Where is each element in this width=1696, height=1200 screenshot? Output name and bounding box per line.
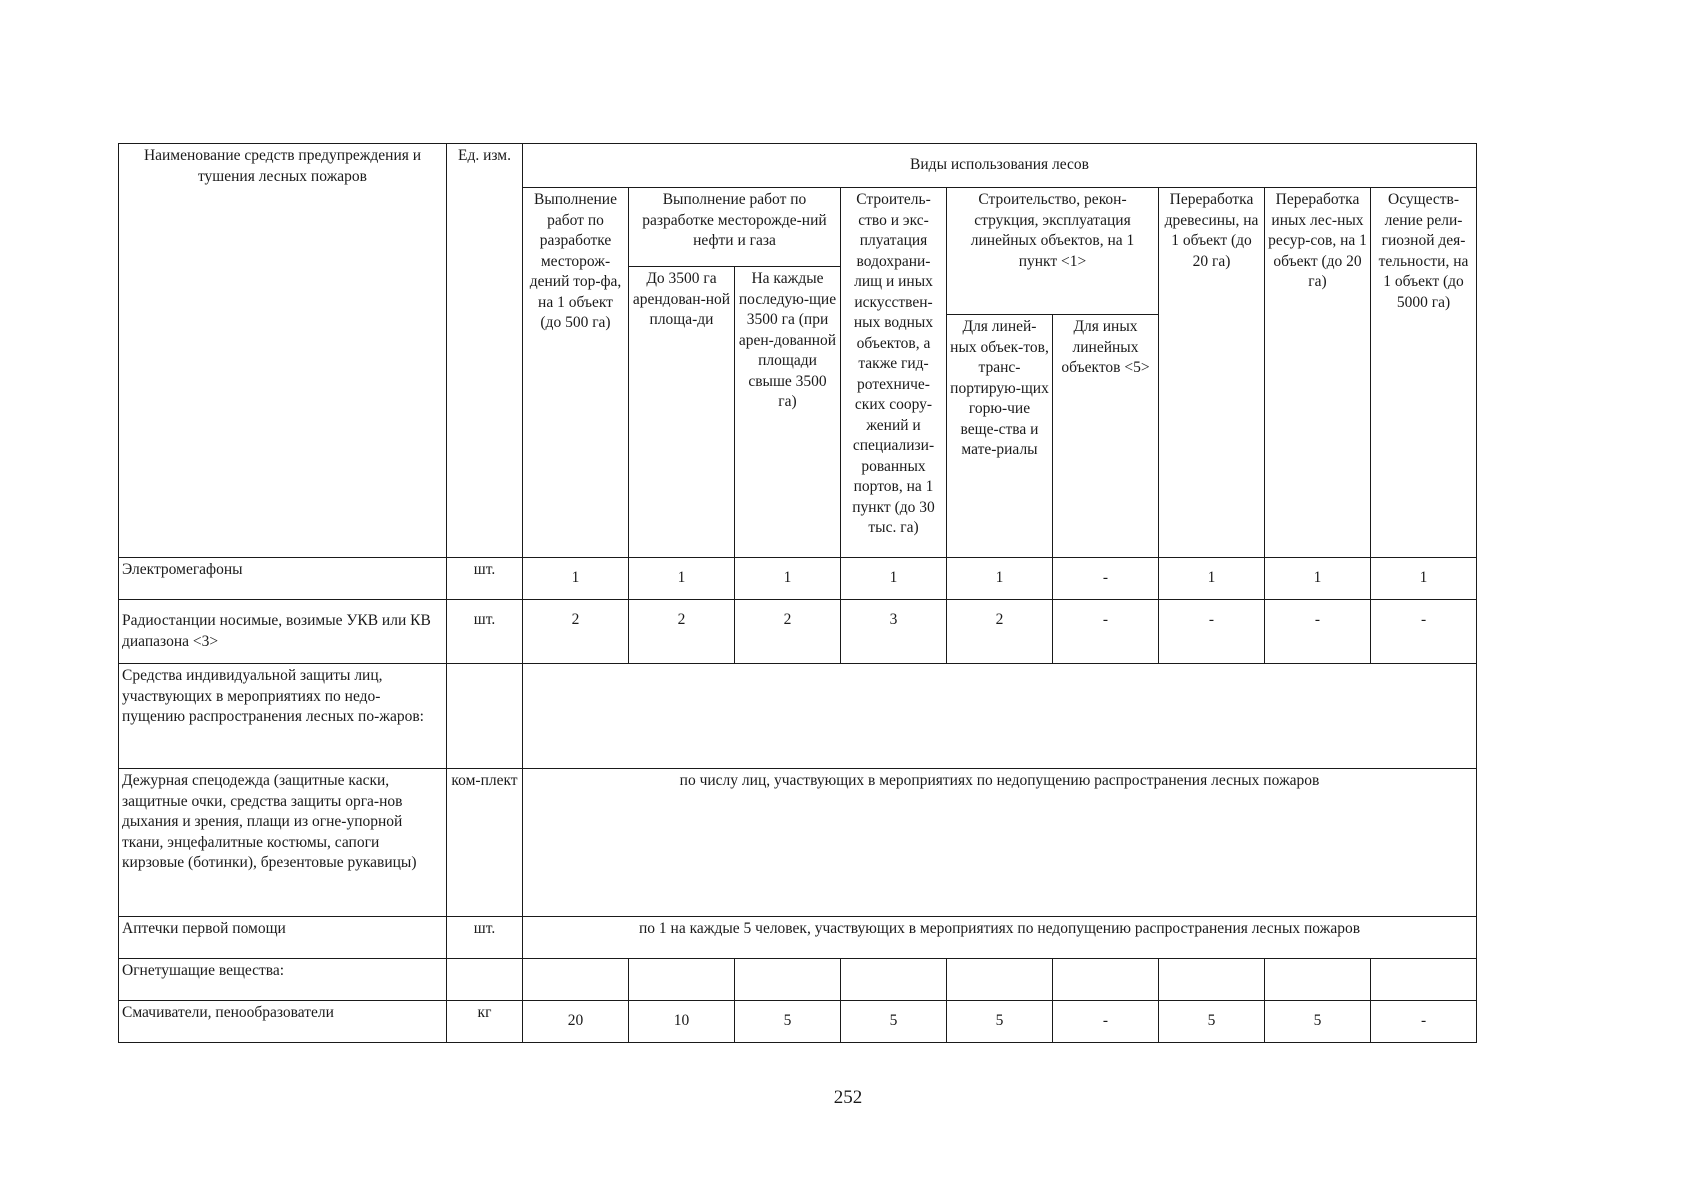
cell-value: - <box>1053 558 1159 600</box>
cell-value: 1 <box>1265 558 1371 600</box>
row-name: Радиостанции носимые, возимые УКВ или КВ диапазона <3> <box>119 600 447 664</box>
row-name: Электромегафоны <box>119 558 447 600</box>
section-ppe: Средства индивидуальной защиты лиц, участвующих в мероприятиях по недо-пущению распространения лесных по-жаров: <box>119 664 447 769</box>
row-note: по числу лиц, участвующих в мероприятиях по недопущению распространения лесных пожаров <box>523 769 1477 917</box>
cell-value: 20 <box>523 1001 629 1043</box>
table-row <box>119 959 1477 1001</box>
header-oilgas: Выполнение работ по разработке месторожде-ний нефти и газа <box>629 188 841 267</box>
header-water: Строитель-ство и экс-плуатация водохрани-лищ и иных искусствен-ных водных объектов, а также гид-ротехниче-ских соору-жений и специализи-рованных портов, на 1 пункт (до 30 тыс. га) <box>841 188 947 558</box>
header-linear: Строительство, рекон-струкция, эксплуатация линейных объектов, на 1 пункт <1> <box>947 188 1159 315</box>
empty-cell <box>523 959 629 1001</box>
empty-cell <box>1053 959 1159 1001</box>
fire-equipment-table <box>118 143 1477 1043</box>
header-linear-a: Для линей-ных объек-тов, транс-портирую-щих горю-чие веще-ства и мате-риалы <box>947 315 1053 558</box>
cell-value: 2 <box>735 600 841 664</box>
table-row <box>119 917 1477 959</box>
cell-value: 5 <box>841 1001 947 1043</box>
cell-value: 2 <box>947 600 1053 664</box>
cell-value: 1 <box>1371 558 1477 600</box>
cell-value: - <box>1053 600 1159 664</box>
header-wood: Переработка древесины, на 1 объект (до 20 га) <box>1159 188 1265 558</box>
cell-value: - <box>1053 1001 1159 1043</box>
cell-value: 2 <box>523 600 629 664</box>
cell-value: - <box>1265 600 1371 664</box>
table-row <box>119 769 1477 917</box>
cell-value: 1 <box>523 558 629 600</box>
empty-cell <box>947 959 1053 1001</box>
header-religion: Осуществ-ление рели-гиозной дея-тельности, на 1 объект (до 5000 га) <box>1371 188 1477 558</box>
row-name: Смачиватели, пенообразователи <box>119 1001 447 1043</box>
row-unit: шт. <box>447 600 523 664</box>
row-name: Дежурная спецодежда (защитные каски, защитные очки, средства защиты орга-нов дыхания и зрения, плащи из огне-упорной ткани, энцефалитные костюмы, сапоги кирзовые (ботинки), брезентовые рукавицы) <box>119 769 447 917</box>
header-unit: Ед. изм. <box>447 144 523 558</box>
header-oilgas-b: На каждые последую-щие 3500 га (при арен-дованной площади свыше 3500 га) <box>735 267 841 558</box>
empty-cell <box>1371 959 1477 1001</box>
empty-cell <box>447 664 523 769</box>
cell-value: 1 <box>735 558 841 600</box>
header-linear-b: Для иных линейных объектов <5> <box>1053 315 1159 558</box>
cell-value: 1 <box>1159 558 1265 600</box>
table-row <box>119 600 1477 664</box>
empty-cell <box>735 959 841 1001</box>
row-unit: шт. <box>447 917 523 959</box>
cell-value: 5 <box>735 1001 841 1043</box>
cell-value: 3 <box>841 600 947 664</box>
table-row <box>119 558 1477 600</box>
empty-cell <box>1265 959 1371 1001</box>
empty-cell <box>523 664 1477 769</box>
row-name: Аптечки первой помощи <box>119 917 447 959</box>
row-unit: ком-плект <box>447 769 523 917</box>
header-other: Переработка иных лес-ных ресур-сов, на 1 объект (до 20 га) <box>1265 188 1371 558</box>
cell-value: 1 <box>947 558 1053 600</box>
cell-value: 5 <box>1265 1001 1371 1043</box>
row-note: по 1 на каждые 5 человек, участвующих в мероприятиях по недопущению распространения лесных пожаров <box>523 917 1477 959</box>
table-row <box>119 664 1477 769</box>
cell-value: 5 <box>1159 1001 1265 1043</box>
row-unit: шт. <box>447 558 523 600</box>
section-extinguish: Огнетушащие вещества: <box>119 959 447 1001</box>
table-row <box>119 1001 1477 1043</box>
header-name: Наименование средств предупреждения и тушения лесных пожаров <box>119 144 447 558</box>
page-number: 252 <box>833 1087 863 1108</box>
row-unit: кг <box>447 1001 523 1043</box>
empty-cell <box>841 959 947 1001</box>
cell-value: 1 <box>629 558 735 600</box>
cell-value: - <box>1159 600 1265 664</box>
header-oilgas-a: До 3500 га арендован-ной площа-ди <box>629 267 735 558</box>
cell-value: 2 <box>629 600 735 664</box>
header-peat: Выполнение работ по разработке месторож-дений тор-фа, на 1 объект (до 500 га) <box>523 188 629 558</box>
empty-cell <box>1159 959 1265 1001</box>
cell-value: 1 <box>841 558 947 600</box>
empty-cell <box>629 959 735 1001</box>
header-group: Виды использования лесов <box>523 144 1477 188</box>
cell-value: - <box>1371 600 1477 664</box>
cell-value: 10 <box>629 1001 735 1043</box>
cell-value: - <box>1371 1001 1477 1043</box>
cell-value: 5 <box>947 1001 1053 1043</box>
empty-cell <box>447 959 523 1001</box>
